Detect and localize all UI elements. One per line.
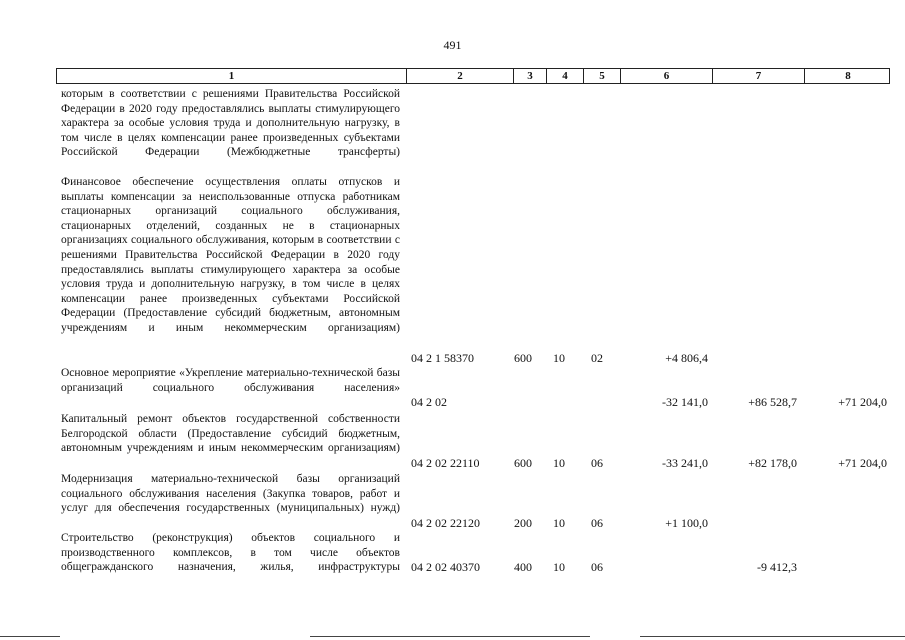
page-number: 491 xyxy=(443,38,462,52)
row-description: Основное мероприятие «Укрепление материально-технической базы организаций социального обслуживания населения» xyxy=(61,367,400,394)
row-value-7: +82 178,0 xyxy=(748,456,797,470)
row-rz: 10 xyxy=(553,560,565,574)
row-value-6: +1 100,0 xyxy=(665,516,708,530)
row-pr: 06 xyxy=(591,516,603,530)
table-header xyxy=(56,68,890,84)
row-description: которым в соответствии с решениями Правительства Российской Федерации в 2020 году предоставлялись выплаты стимулирующего характера за особые условия труда и дополнительную нагрузку, в том числе в целях компенсации ранее произведенных субъектами Российской Федерации (Межбюджетные трансферты) xyxy=(61,88,400,159)
header-col-7: 7 xyxy=(713,69,805,83)
row-description: Модернизация материально-технической базы организаций социального обслуживания населения (Закупка товаров, работ и услуг для обеспечения государственных (муниципальных) нужд) xyxy=(61,473,400,515)
row-pr: 06 xyxy=(591,560,603,574)
header-col-1: 1 xyxy=(57,69,407,83)
row-description: Строительство (реконструкция) объектов социального и производственного комплексов, в том числе объектов общегражданского назначения, жилья, инфраструктуры xyxy=(61,532,400,574)
row-description: Капитальный ремонт объектов государственной собственности Белгородской области (Предоставление субсидий бюджетным, автономным учреждениям и иным некоммерческим организациям) xyxy=(61,413,400,455)
bottom-rule xyxy=(0,636,60,637)
row-vr: 400 xyxy=(514,560,532,574)
table-row xyxy=(0,412,905,472)
row-rz: 10 xyxy=(553,516,565,530)
row-vr: 200 xyxy=(514,516,532,530)
row-value-7: +86 528,7 xyxy=(748,395,797,409)
row-code: 04 2 02 40370 xyxy=(411,560,480,574)
row-code: 04 2 02 xyxy=(411,395,447,409)
table-row xyxy=(0,531,905,577)
table-row xyxy=(0,366,905,412)
bottom-rule xyxy=(640,636,905,637)
row-description: Финансовое обеспечение осуществления оплаты отпусков и выплаты компенсации за неиспользованные отпуска работникам стационарных организаций социального обслуживания, стационарных отделений, созданных не в стационарных организациях социального обслуживания, которым в соответствии с решениями Правительства Российской Федерации в 2020 году предоставлялись выплаты стимулирующего характера за особые условия труда и дополнительную нагрузку, в том числе в целях компенсации ранее произведенных субъектами Российской Федерации (Предоставление субсидий бюджетным, автономным учреждениям и иным некоммерческим организациям) xyxy=(61,176,400,334)
row-rz: 10 xyxy=(553,456,565,470)
row-vr: 600 xyxy=(514,351,532,365)
row-rz: 10 xyxy=(553,351,565,365)
bottom-rule xyxy=(310,636,590,637)
row-code: 04 2 1 58370 xyxy=(411,351,474,365)
row-pr: 06 xyxy=(591,456,603,470)
row-code: 04 2 02 22120 xyxy=(411,516,480,530)
row-value-7: -9 412,3 xyxy=(757,560,797,574)
row-value-6: +4 806,4 xyxy=(665,351,708,365)
header-col-5: 5 xyxy=(584,69,621,83)
table-row xyxy=(0,175,905,366)
header-col-3: 3 xyxy=(514,69,547,83)
row-code: 04 2 02 22110 xyxy=(411,456,480,470)
row-value-6: -33 241,0 xyxy=(662,456,708,470)
row-value-8: +71 204,0 xyxy=(838,395,887,409)
row-value-8: +71 204,0 xyxy=(838,456,887,470)
header-col-2: 2 xyxy=(407,69,514,83)
table-row xyxy=(0,472,905,530)
header-col-4: 4 xyxy=(547,69,584,83)
header-col-6: 6 xyxy=(621,69,713,83)
row-value-6: -32 141,0 xyxy=(662,395,708,409)
table-row xyxy=(0,87,905,175)
row-vr: 600 xyxy=(514,456,532,470)
header-col-8: 8 xyxy=(845,70,851,82)
row-pr: 02 xyxy=(591,351,603,365)
